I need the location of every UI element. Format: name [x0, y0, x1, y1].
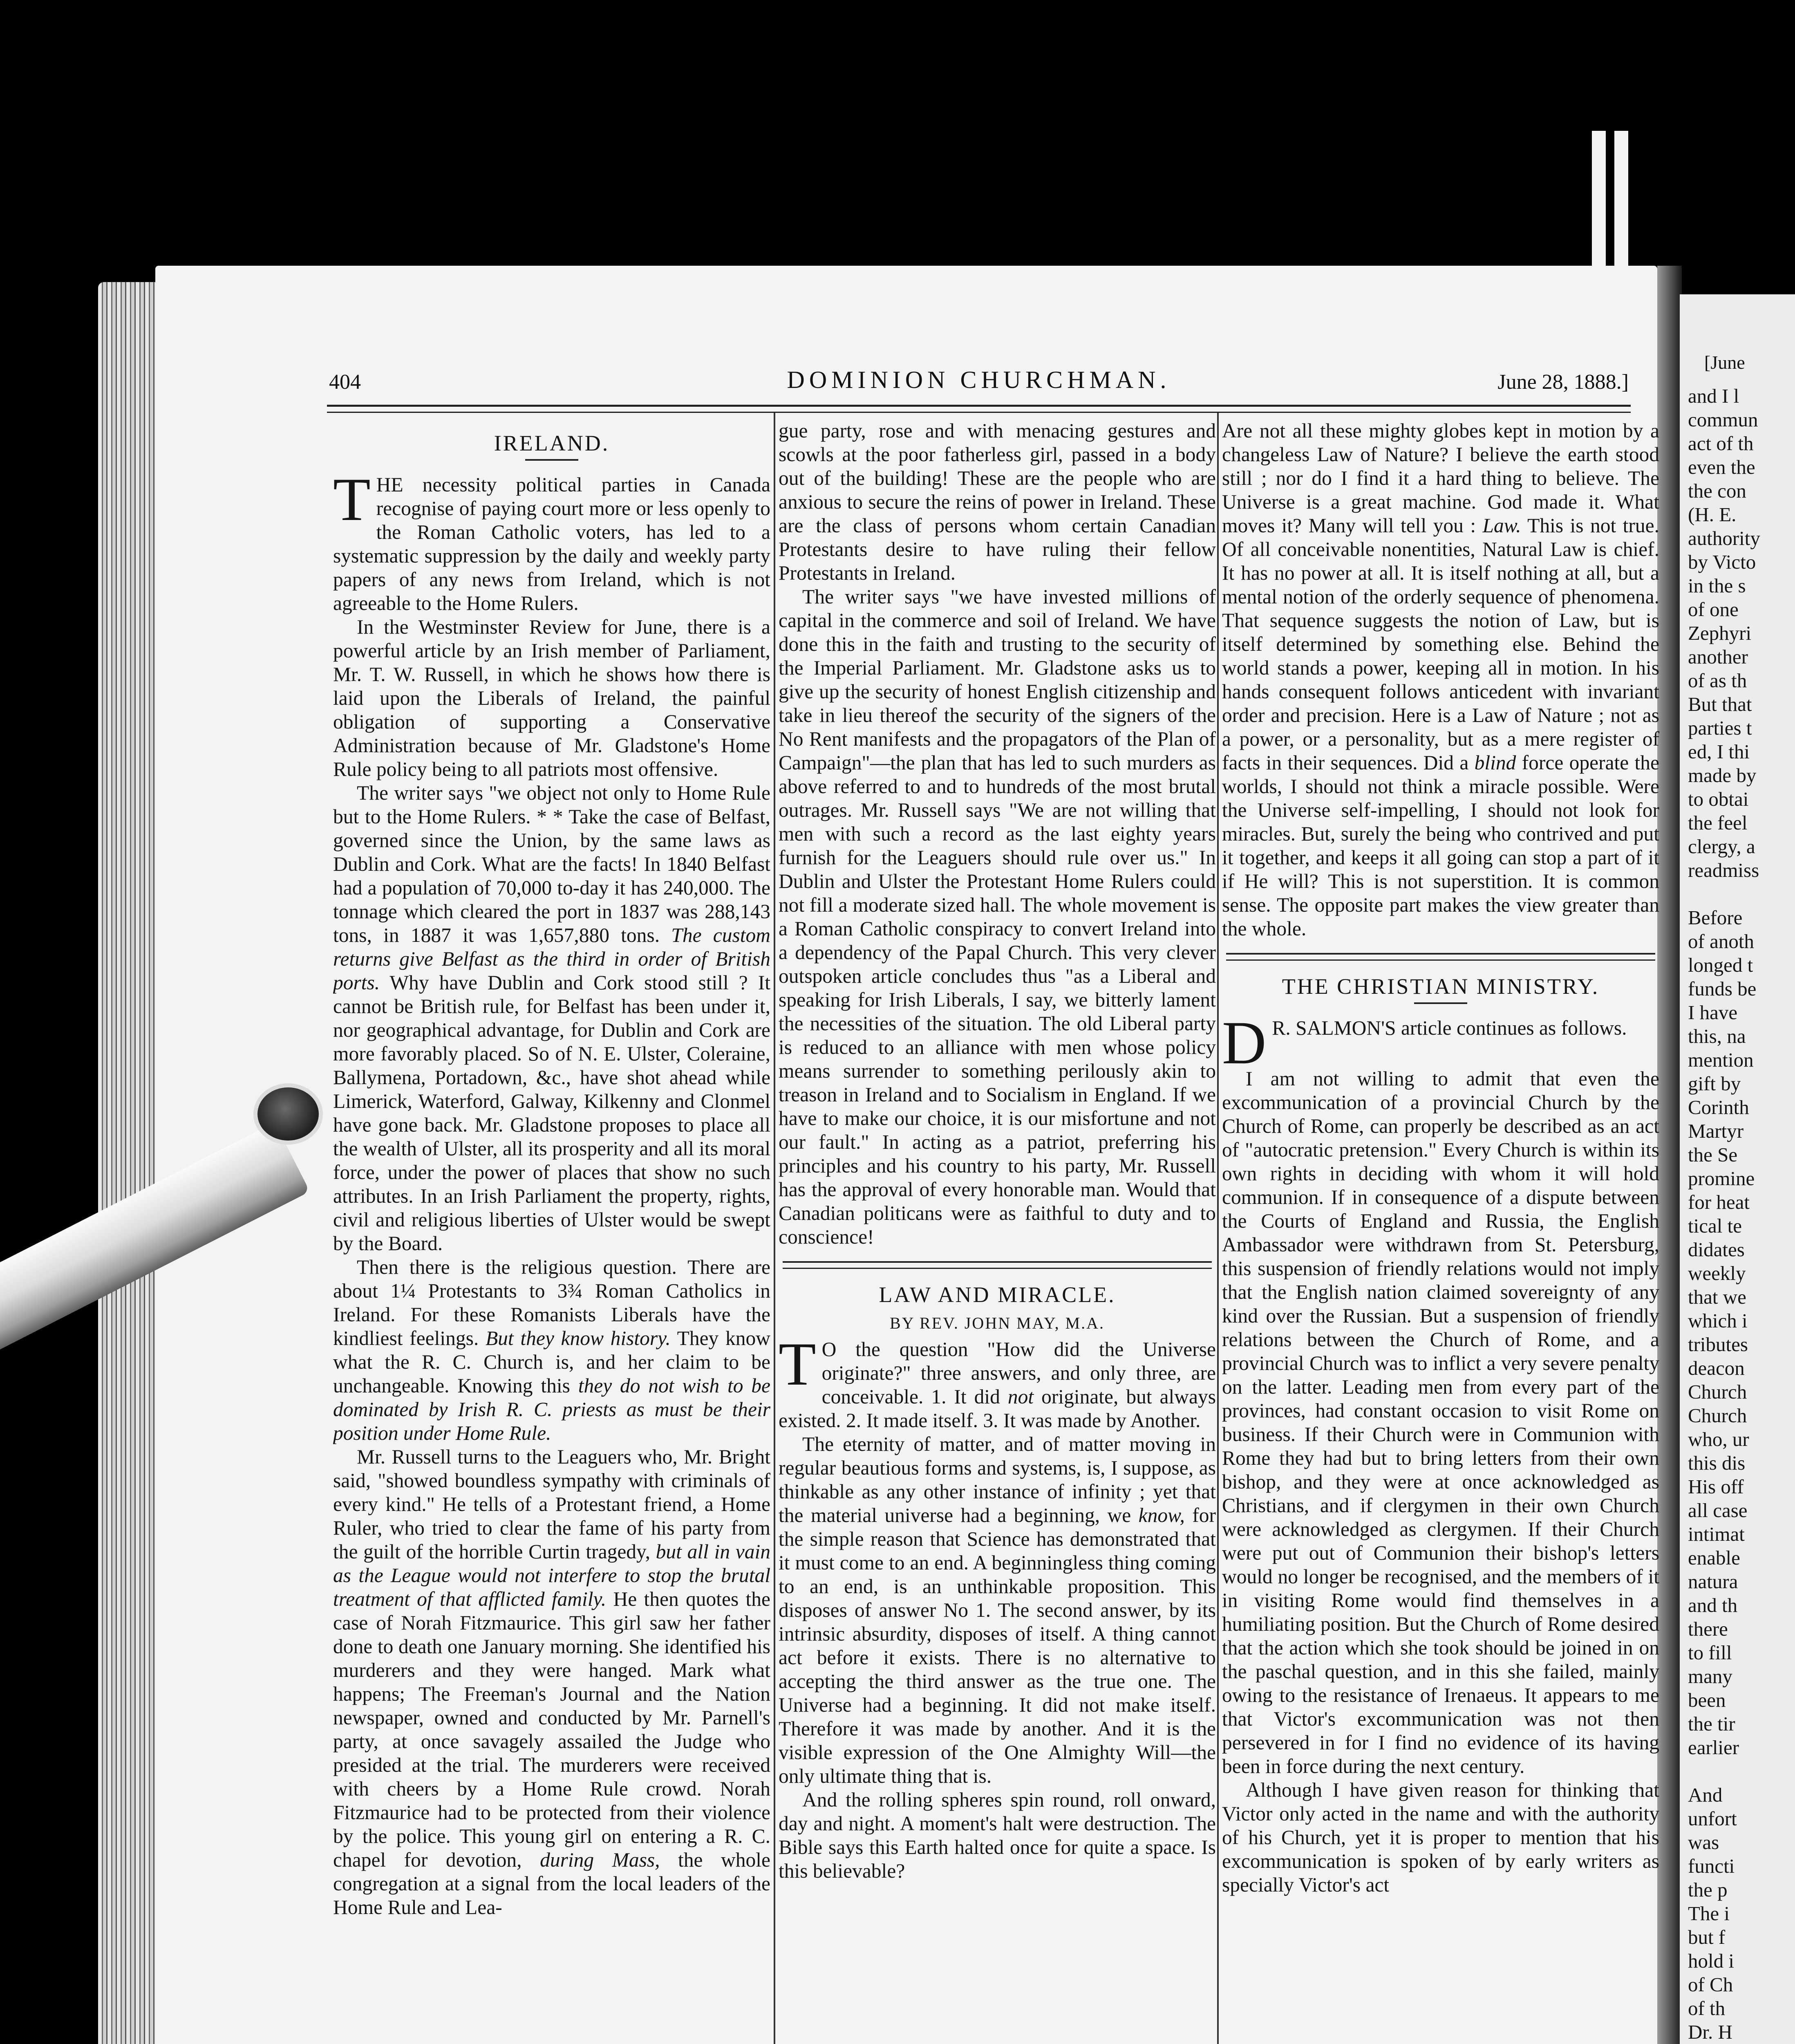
facing-page-line: And	[1688, 1784, 1723, 1806]
facing-page-line: mention	[1688, 1049, 1754, 1071]
facing-page-text	[1688, 384, 1795, 2044]
facing-page-line: of as th	[1688, 669, 1747, 692]
article-paragraph	[779, 1432, 1216, 1788]
facing-page-line: but f	[1688, 1926, 1726, 1948]
facing-page-line: Church	[1688, 1381, 1747, 1403]
clip-knob	[253, 1083, 323, 1145]
facing-page-line: I have	[1688, 1001, 1738, 1024]
italic-text: The custom returns give Belfast as the third in order of British ports.	[333, 924, 770, 994]
facing-page-line: the con	[1688, 480, 1746, 502]
facing-page-line: by Victo	[1688, 551, 1756, 573]
facing-page-line: (H. E.	[1688, 503, 1737, 526]
facing-page-line: Church	[1688, 1404, 1747, 1427]
paragraph-text: originate, but always existed. 2. It made itself. 3. It was made by Another.	[779, 1385, 1216, 1432]
facing-page-line: But that	[1688, 693, 1752, 715]
article-heading-ireland: IRELAND.	[494, 431, 610, 455]
paragraph-text: The eternity of matter, and of matter moving in regular beautious forms and systems, is, I suppose, as thinkable as any other instance of infinity ; yet that the material universe had a beginning, we	[779, 1433, 1216, 1526]
facing-page-line: this dis	[1688, 1452, 1746, 1474]
facing-page-line: to fill	[1688, 1641, 1732, 1664]
facing-page-line: natura	[1688, 1570, 1738, 1593]
article-column-2	[779, 419, 1216, 2044]
facing-page-line: for heat	[1688, 1191, 1750, 1213]
paragraph-text: R. SALMON'S article continues as follows.	[1272, 1017, 1627, 1039]
facing-page-line: funds be	[1688, 977, 1757, 1000]
article-paragraph: I am not willing to admit that even the excommunication of a provincial Church by the Church of Rome, can properly be described as an act of "autocratic pretension." Every Church is within its own rights in deciding with whom it will hold communion. If in consequence of a dispute between the Courts of England and Russia, the English Ambassador were withdrawn from St. Petersburg, this suspension of friendly relations would not imply that the English nation claimed sovereignty of any kind over the Russian. But a suspension of friendly relations between the Church of Rome, and a provincial Church was to inflict a very severe penalty on the latter. Leading men from every part of the provinces, had constant occasion to visit Rome on business. If their Church were in Communion with Rome they had but to bring letters from their own bishop, and they were at once acknowledged as Christians, and if clergymen in their own Church were acknowledged as clergymen. If their Church were put out of Communion their bishop's letters would no longer be recognised, and the members of it in visiting Rome would find themselves in a humiliating position. But the Church of Rome desired that the action which she took should be joined in on the paschal question, and in this she failed, mainly owing to the resistance of Irenaeus. It appears to me that Victor's excommunication was not then persevered in for I find no evidence of its having been in force during the next century.	[1222, 1067, 1659, 1777]
header-rule	[327, 405, 1631, 413]
drop-cap: T	[333, 466, 371, 533]
scan-marker-bar	[1614, 131, 1628, 311]
facing-page-line: gift by	[1688, 1072, 1741, 1095]
facing-page-line: even the	[1688, 456, 1755, 478]
italic-text: not	[1007, 1385, 1034, 1408]
facing-page-line: that we	[1688, 1286, 1746, 1308]
article-column-1	[333, 419, 770, 2044]
facing-page-line: promine	[1688, 1167, 1755, 1190]
italic-text: But they know history.	[485, 1327, 671, 1349]
paragraph-text: He then quotes the case of Norah Fitzmaurice. This girl saw her father done to death one January morning. She identified his murderers and they were hanged. Mark what happens; The Freeman's Journal and the Nation newspaper, owned and conducted by Mr. Parnell's party, at once savagely assailed the Judge who presided at the trial. The murderers were received with cheers by a Home Rule crowd. Norah Fitzmaurice had to be protected from their violence by the police. This young girl on entering a R. C. chapel for devotion,	[333, 1588, 770, 1871]
paragraph-text: This is not true. Of all conceivable nonentities, Natural Law is chief. It has no power at all. It is itself nothing at all, but a mental notion of the orderly sequence of phenomena. That sequence suggests the notion of Law, but is itself determined by something else. Behind the world stands a power, keeping all in motion. In his hands consequent follows anticedent with invariant order and precision. Here is a Law of Nature ; not as a power, or a personality, but as a mere register of facts in their sequences. Did a	[1222, 514, 1659, 774]
paragraph-text: HE necessity political parties in Canada recognise of paying court more or less openly to the Roman Catholic voters, has led to a systematic suppression by the daily and weekly party papers of any news from Ireland, which is not agreeable to the Home Rulers.	[333, 473, 770, 614]
facing-page-line: Dr. H	[1688, 2021, 1732, 2043]
facing-page-line	[1688, 882, 1795, 906]
paragraph-text: They know what the R. C. Church is, and her claim to be unchangeable. Knowing this	[333, 1327, 770, 1397]
facing-page-line: longed t	[1688, 954, 1753, 976]
italic-text: during Mass,	[540, 1849, 660, 1871]
article-heading-law-and-miracle: LAW AND MIRACLE.	[879, 1282, 1116, 1307]
facing-page-line: of th	[1688, 1997, 1726, 2019]
paragraph-text: Are not all these mighty globes kept in motion by a changeless Law of Nature? I believe the earth stood still ; nor do I find it a hard thing to believe. The Universe is a great machine. God made it. What moves it? Many will tell you :	[1222, 419, 1659, 537]
facing-page-line: unfort	[1688, 1807, 1737, 1830]
facing-page-line: deacon	[1688, 1357, 1745, 1379]
facing-page-line	[1688, 1759, 1795, 1783]
facing-page-line: parties t	[1688, 717, 1752, 739]
facing-page-header: [June	[1704, 352, 1745, 373]
paragraph-text: Mr. Russell turns to the Leaguers who, Mr. Bright said, "showed boundless sympathy with criminals of every kind." He tells of a Protestant friend, a Home Ruler, who tried to clear the fame of his party from the guilt of the horrible Curtin tragedy,	[333, 1446, 770, 1563]
facing-page-line: who, ur	[1688, 1428, 1749, 1450]
facing-page-line: many	[1688, 1665, 1732, 1688]
article-column-3	[1222, 419, 1659, 2044]
gutter-shadow	[1657, 266, 1682, 2044]
facing-page-line: which i	[1688, 1309, 1748, 1332]
paragraph-text: the whole congregation at a signal from the local leaders of the Home Rule and Lea-	[333, 1849, 770, 1918]
facing-page-line: ed, I thi	[1688, 740, 1750, 763]
facing-page	[1680, 294, 1795, 2044]
scan-marker-bar	[1592, 131, 1606, 311]
facing-page-line: another	[1688, 645, 1748, 668]
facing-page-line: the p	[1688, 1878, 1728, 1901]
facing-page-line: act of th	[1688, 432, 1754, 455]
article-paragraph: In the Westminster Review for June, there is a powerful article by an Irish member of Parliament, Mr. T. W. Russell, in which he shows how there is laid upon the Liberals of Ireland, the painful obligation of supporting a Conservative Administration because of Mr. Gladstone's Home Rule policy being to all patriots most offensive.	[333, 616, 770, 780]
section-divider	[1226, 953, 1655, 961]
facing-page-line: didates	[1688, 1238, 1745, 1261]
italic-text: but all in vain as the League would not interfere to stop the brutal treatment of that afflicted family.	[333, 1540, 770, 1610]
column-divider	[1217, 413, 1219, 2044]
paragraph-text: O the question "How did the Universe originate?" three answers, and only three, are conceivable. 1. It did	[821, 1338, 1216, 1408]
facing-page-line: all case	[1688, 1499, 1748, 1522]
drop-cap: D	[1222, 1009, 1267, 1077]
facing-page-line: of Ch	[1688, 1973, 1733, 1996]
facing-page-line: Corinth	[1688, 1096, 1749, 1118]
facing-page-line: to obtai	[1688, 788, 1749, 810]
facing-page-line: earlier	[1688, 1736, 1739, 1759]
facing-page-line: Martyr	[1688, 1120, 1744, 1142]
article-paragraph	[333, 781, 770, 1255]
facing-page-line: in the s	[1688, 574, 1746, 597]
issue-date: June 28, 1888.]	[1497, 370, 1629, 394]
article-paragraph: And the rolling spheres spin round, roll onward, day and night. A moment's halt were destruction. The Bible says this Earth halted once for quite a space. Is this believable?	[779, 1788, 1216, 1882]
article-paragraph	[1222, 419, 1659, 941]
drop-cap: T	[779, 1330, 816, 1398]
facing-page-line: intimat	[1688, 1523, 1745, 1545]
facing-page-line: and I l	[1688, 385, 1739, 407]
italic-text: Law.	[1482, 514, 1521, 537]
facing-page-line: tributes	[1688, 1333, 1748, 1356]
article-paragraph: gue party, rose and with menacing gestures and scowls at the poor fatherless girl, passed in a body out of the building! These are the people who are anxious to secure the reins of power in Ireland. These are the class of persons whom certain Canadian Protestants desire to have ruling their fellow Protestants in Ireland.	[779, 419, 1216, 584]
paragraph-text: force operate the worlds, I should not think a miracle possible. Were the Universe self-impelling, I should not look for miracles. But, surely the being who contrived and put it together, and keeps it all going can stop a part of it if He will? This is not superstition. It is common sense. The opposite part makes the view greater than the whole.	[1222, 751, 1659, 940]
page-number: 404	[329, 370, 361, 394]
facing-page-line: Zephyri	[1688, 622, 1752, 644]
section-divider	[783, 1261, 1212, 1269]
facing-page-line: commun	[1688, 408, 1758, 431]
italic-text: blind	[1474, 751, 1516, 774]
facing-page-line: of anoth	[1688, 930, 1754, 953]
facing-page-line: there	[1688, 1618, 1728, 1640]
paragraph-text: for the simple reason that Science has demonstrated that it must come to an end. A beginningless thing coming to an end, is an unthinkable proposition. This disposes of answer No 1. The second answer, by its intrinsic absurdity, disposes of itself. A thing cannot act before it exists. There is no alternative to accepting the third answer as the true one. The Universe had a beginning. It did not make itself. Therefore it was made by another. And it is the visible expression of the One Almighty Will—the only ultimate thing that is.	[779, 1504, 1216, 1787]
facing-page-line: made by	[1688, 764, 1757, 787]
paragraph-text: Why have Dublin and Cork stood still ? It cannot be British rule, for Belfast has been under it, nor geographical advantage, for Dublin and Cork are more favorably placed. So of N. E. Ulster, Coleraine, Ballymena, Portadown, &c., have shot ahead while Limerick, Waterford, Galway, Kilkenny and Clonmel have gone back. Mr. Gladstone proposes to place all the wealth of Ulster, all its prosperity and all its moral force, under the power of places that show no such attributes. In an Irish Parliament the property, rights, civil and religious liberties of Ulster would be swept by the Board.	[333, 971, 770, 1255]
facing-page-line: been	[1688, 1689, 1726, 1711]
facing-page-line: His off	[1688, 1475, 1744, 1498]
italic-text: they do not wish to be dominated by Irish R. C. priests as must be their position under Home Rule.	[333, 1374, 770, 1444]
heading-rule	[525, 459, 578, 461]
paragraph-text: Then there is the religious question. There are about 1¼ Protestants to 3¾ Roman Catholics in Ireland. For these Romanists Liberals have the kindliest feelings.	[333, 1256, 770, 1349]
facing-page-line: the feel	[1688, 811, 1748, 834]
facing-page-line: weekly	[1688, 1262, 1746, 1284]
book-page-edges	[98, 282, 163, 2044]
facing-page-line: authority	[1688, 527, 1760, 549]
column-divider	[774, 413, 775, 2044]
article-paragraph	[1222, 1009, 1659, 1077]
facing-page-line: the tir	[1688, 1712, 1735, 1735]
article-paragraph	[333, 1445, 770, 1919]
article-byline: BY REV. JOHN MAY, M.A.	[889, 1314, 1105, 1332]
facing-page-line: The i	[1688, 1902, 1730, 1925]
facing-page-line: clergy, a	[1688, 835, 1755, 858]
facing-page-line: was	[1688, 1831, 1719, 1853]
facing-page-line: the Se	[1688, 1143, 1738, 1166]
facing-page-line: Before	[1688, 906, 1743, 929]
facing-page-line: tical te	[1688, 1215, 1742, 1237]
heading-rule	[1414, 1002, 1467, 1004]
facing-page-line: enable	[1688, 1546, 1740, 1569]
page-header	[329, 366, 1629, 403]
article-paragraph: Although I have given reason for thinking that Victor only acted in the name and with the authority of his Church, yet it is proper to mention that his excommunication is spoken of by early writers as specially Victor's act	[1222, 1779, 1659, 1896]
facing-page-line: hold i	[1688, 1950, 1734, 1972]
italic-text: know,	[1138, 1504, 1185, 1526]
article-paragraph	[779, 1330, 1216, 1432]
article-paragraph	[333, 1255, 770, 1445]
article-heading-christian-ministry: THE CHRISTIAN MINISTRY.	[1282, 974, 1600, 999]
facing-page-line: this, na	[1688, 1025, 1746, 1047]
article-paragraph	[333, 466, 770, 615]
facing-page-line: readmiss	[1688, 859, 1759, 881]
article-paragraph: The writer says "we have invested millions of capital in the commerce and soil of Ireland. We have done this in the faith and trusting to the security of the Imperial Parliament. Mr. Gladstone asks us to give up the security of honest English citizenship and take in lieu thereof the security of the signers of the No Rent manifests and the propagators of the Plan of Campaign"—the plan that has led to such murders as above referred to and to hundreds of the most brutal outrages. Mr. Russell says "We are not willing that men with such a record as the last eighty years furnish for the Leaguers should rule over us." In Dublin and Ulster the Protestant Home Rulers could not fill a moderate sized hall. The whole movement is a Roman Catholic conspiracy to convert Ireland into a dependency of the Papal Church. This very clever outspoken article concludes thus "as a Liberal and speaking for Irish Liberals, I say, we bitterly lament the necessities of the situation. The old Liberal party is reduced to an alliance with men whose policy means surrender to something perilously akin to treason in Ireland and to Socialism in England. If we have to make our choice, it is our misfortune and not our fault." In acting as a patriot, preferring his principles and his country to his party, Mr. Russell has the approval of every honorable man. Would that Canadian politicans were as faithful to duty and to conscience!	[779, 585, 1216, 1248]
facing-page-line: of one	[1688, 598, 1739, 621]
facing-page-line: and th	[1688, 1594, 1738, 1616]
paragraph-text: The writer says "we object not only to Home Rule but to the Home Rulers. * * Take the case of Belfast, governed since the Union, by the same laws as Dublin and Cork. What are the facts! In 1840 Belfast had a population of 70,000 to-day it has 240,000. The tonnage which cleared the port in 1837 was 288,143 tons, in 1887 it was 1,657,880 tons.	[333, 782, 770, 946]
facing-page-line: functi	[1688, 1855, 1735, 1877]
publication-title: DOMINION CHURCHMAN.	[787, 366, 1171, 393]
